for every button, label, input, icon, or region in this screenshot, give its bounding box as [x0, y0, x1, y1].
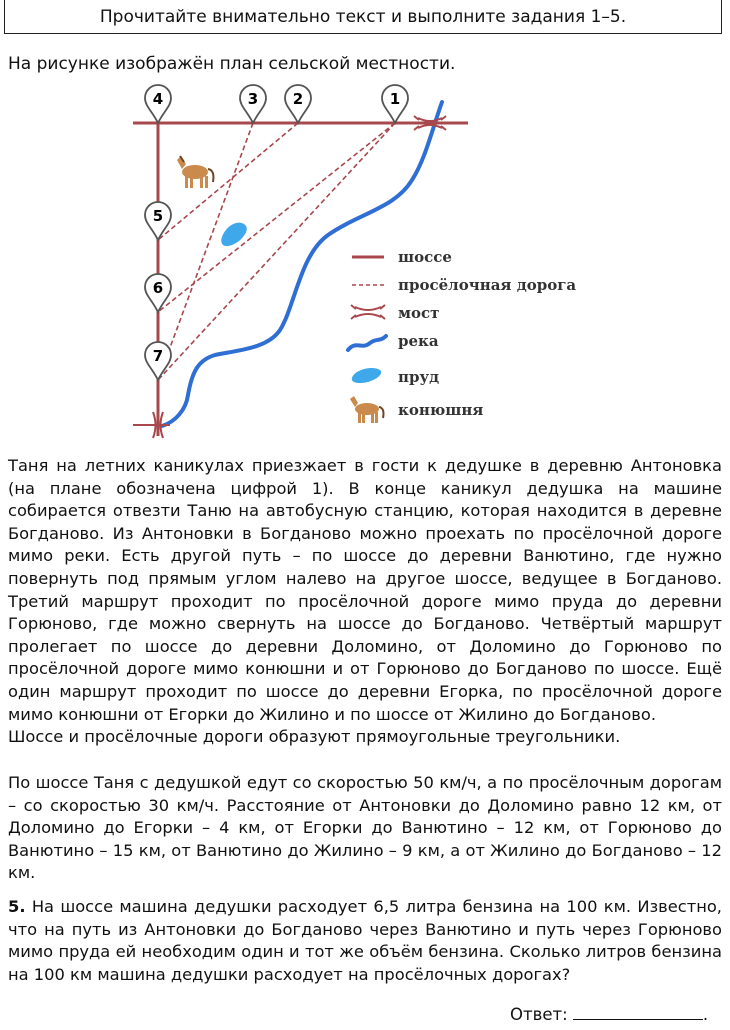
dirt-road-1-7	[158, 123, 395, 380]
village-plan-map	[0, 80, 730, 450]
bridge-icon	[351, 305, 385, 319]
task-number: 5.	[8, 897, 26, 916]
marker-7	[145, 342, 171, 380]
legend-label-bridge: мост	[398, 304, 440, 322]
marker-4	[145, 85, 171, 123]
svg-text:3: 3	[247, 90, 259, 108]
pond	[221, 223, 247, 247]
legend-label-dirt-road: просёлочная дорога	[398, 276, 577, 294]
legend-label-stable: конюшня	[398, 401, 484, 419]
river-icon	[348, 336, 386, 350]
instruction-text: Прочитайте внимательно текст и выполните задания 1–5.	[99, 7, 627, 27]
legend-label-pond: пруд	[398, 368, 440, 386]
marker-2	[285, 85, 311, 123]
answer-end: .	[702, 1005, 709, 1024]
legend-label-river: река	[398, 332, 439, 350]
svg-text:6: 6	[152, 279, 164, 297]
svg-text:2: 2	[292, 90, 304, 108]
intro-text: На рисунке изображён план сельской местности.	[8, 54, 456, 74]
answer-blank[interactable]	[573, 1003, 703, 1020]
answer-label: Ответ:	[510, 1005, 568, 1024]
svg-text:4: 4	[152, 90, 164, 108]
svg-text:1: 1	[389, 90, 401, 108]
task-5	[8, 896, 722, 986]
dirt-road-3-7	[158, 123, 253, 380]
svg-text:7: 7	[152, 347, 164, 365]
pond-icon	[352, 368, 381, 383]
task-text: На шоссе машина дедушки расходует 6,5 литра бензина на 100 км. Известно, что на путь из Антоновки до Богданово через Ванютино и путь через Горюново мимо пруда ей необходим один и тот же объём бензина. Сколько литров бензина на 100 км машина дедушки расходует на просёлочных дорогах?	[8, 897, 722, 984]
facts-text	[8, 772, 722, 885]
legend-label-highway: шоссе	[398, 248, 452, 266]
story-text	[8, 455, 722, 749]
facts-paragraph: По шоссе Таня с дедушкой едут со скоростью 50 км/ч, а по просёлочным дорогам – со скоростью 30 км/ч. Расстояние от Антоновки до Доломино равно 12 км, от Доломино до Егорки – 4 км, от Егорки до Ванютино – 12 км, от Горюново до Ванютино – 15 км, от Ванютино до Жилино – 9 км, а от Жилино до Богданово – 12 км.	[8, 773, 722, 883]
dirt-road-2-5	[158, 123, 298, 240]
horse-icon	[177, 156, 213, 188]
marker-1	[382, 85, 408, 123]
answer-field	[510, 1003, 708, 1024]
instruction-header	[4, 0, 722, 34]
svg-text:5: 5	[152, 207, 164, 225]
horse-icon	[350, 396, 384, 423]
map-legend	[348, 248, 576, 423]
marker-3	[240, 85, 266, 123]
marker-6	[145, 274, 171, 312]
marker-5	[145, 202, 171, 240]
story-paragraph: Шоссе и просёлочные дороги образуют прямоугольные треугольники.	[8, 727, 621, 747]
story-paragraph: Таня на летних каникулах приезжает в гости к дедушке в деревню Антоновка (на плане обозначена цифрой 1). В конце каникул дедушка на машине собирается отвезти Таню на автобусную станцию, которая находится в деревне Богданово. Из Антоновки в Богданово можно проехать по просёлочной дороге мимо реки. Есть другой путь – по шоссе до деревни Ванютино, где нужно повернуть под прямым углом налево на другое шоссе, ведущее в Богданово. Третий маршрут проходит по просёлочной дороге мимо пруда до деревни Горюново, где можно свернуть на шоссе до Богданово. Четвёртый маршрут пролегает по шоссе до деревни Доломино, от Доломино до Горюново по просёлочной дороге мимо конюшни и от Горюново до Богданово по шоссе. Ещё один маршрут проходит по шоссе до деревни Егорка, по просёлочной дороге мимо конюшни от Егорки до Жилино и по шоссе от Жилино до Богданово.	[8, 456, 722, 724]
